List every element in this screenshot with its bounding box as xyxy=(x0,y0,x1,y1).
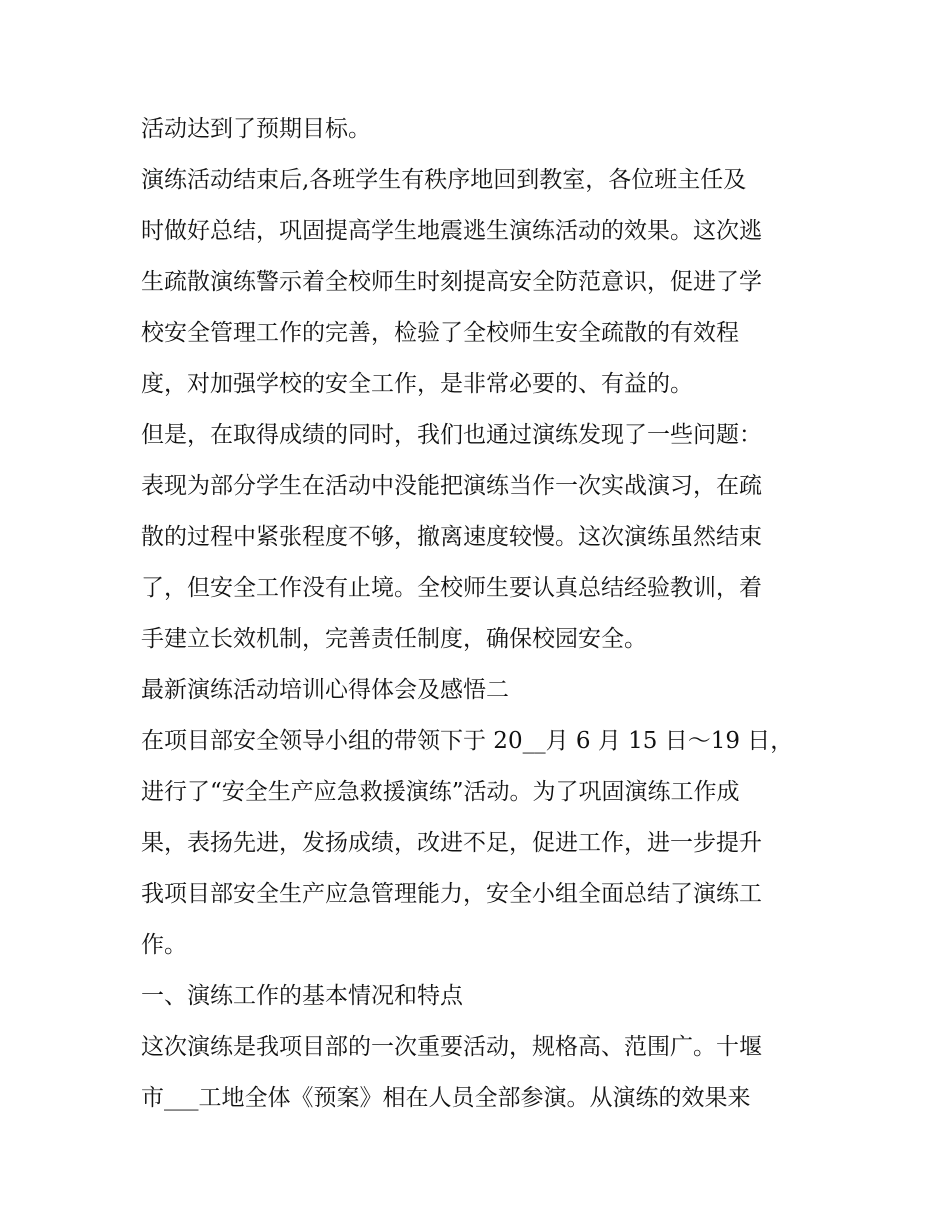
text-line: 度，对加强学校的安全工作，是非常必要的、有益的。 xyxy=(141,371,693,397)
document-body xyxy=(141,104,821,1124)
text-line: 表现为部分学生在活动中没能把演练当作一次实战演习，在疏 xyxy=(141,473,762,499)
text-line: 这次演练是我项目部的一次重要活动，规格高、范围广。十堰 xyxy=(141,1034,762,1060)
text-line: 进行了“安全生产应急救援演练”活动。为了巩固演练工作成 xyxy=(141,779,740,805)
text-line: 校安全管理工作的完善，检验了全校师生安全疏散的有效程 xyxy=(141,320,739,346)
text-line: 散的过程中紧张程度不够，撤离速度较慢。这次演练虽然结束 xyxy=(141,524,762,550)
text-line: 果，表扬先进，发扬成绩，改进不足，促进工作，进一步提升 xyxy=(141,830,762,856)
text-line: 演练活动结束后,各班学生有秩序地回到教室，各位班主任及 xyxy=(141,167,747,193)
text-line: 我项目部安全生产应急管理能力，安全小组全面总结了演练工 xyxy=(141,881,762,907)
text-line: 但是，在取得成绩的同时，我们也通过演练发现了一些问题： xyxy=(141,422,762,448)
text-line: 生疏散演练警示着全校师生时刻提高安全防范意识，促进了学 xyxy=(141,269,762,295)
text-line: 手建立长效机制，完善责任制度，确保校园安全。 xyxy=(141,626,647,652)
text-line: 在项目部安全领导小组的带领下于 20__月 6 月 15 日～19 日， xyxy=(141,728,794,754)
text-line: 作。 xyxy=(141,932,187,958)
section-heading: 最新演练活动培训心得体会及感悟二 xyxy=(141,677,509,703)
text-line: 活动达到了预期目标。 xyxy=(141,116,371,142)
text-line: 了，但安全工作没有止境。全校师生要认真总结经验教训，着 xyxy=(141,575,762,601)
text-line: 市___工地全体《预案》相在人员全部参演。从演练的效果来 xyxy=(141,1085,751,1111)
section-heading: 一、演练工作的基本情况和特点 xyxy=(141,983,463,1009)
text-line: 时做好总结，巩固提高学生地震逃生演练活动的效果。这次逃 xyxy=(141,218,762,244)
